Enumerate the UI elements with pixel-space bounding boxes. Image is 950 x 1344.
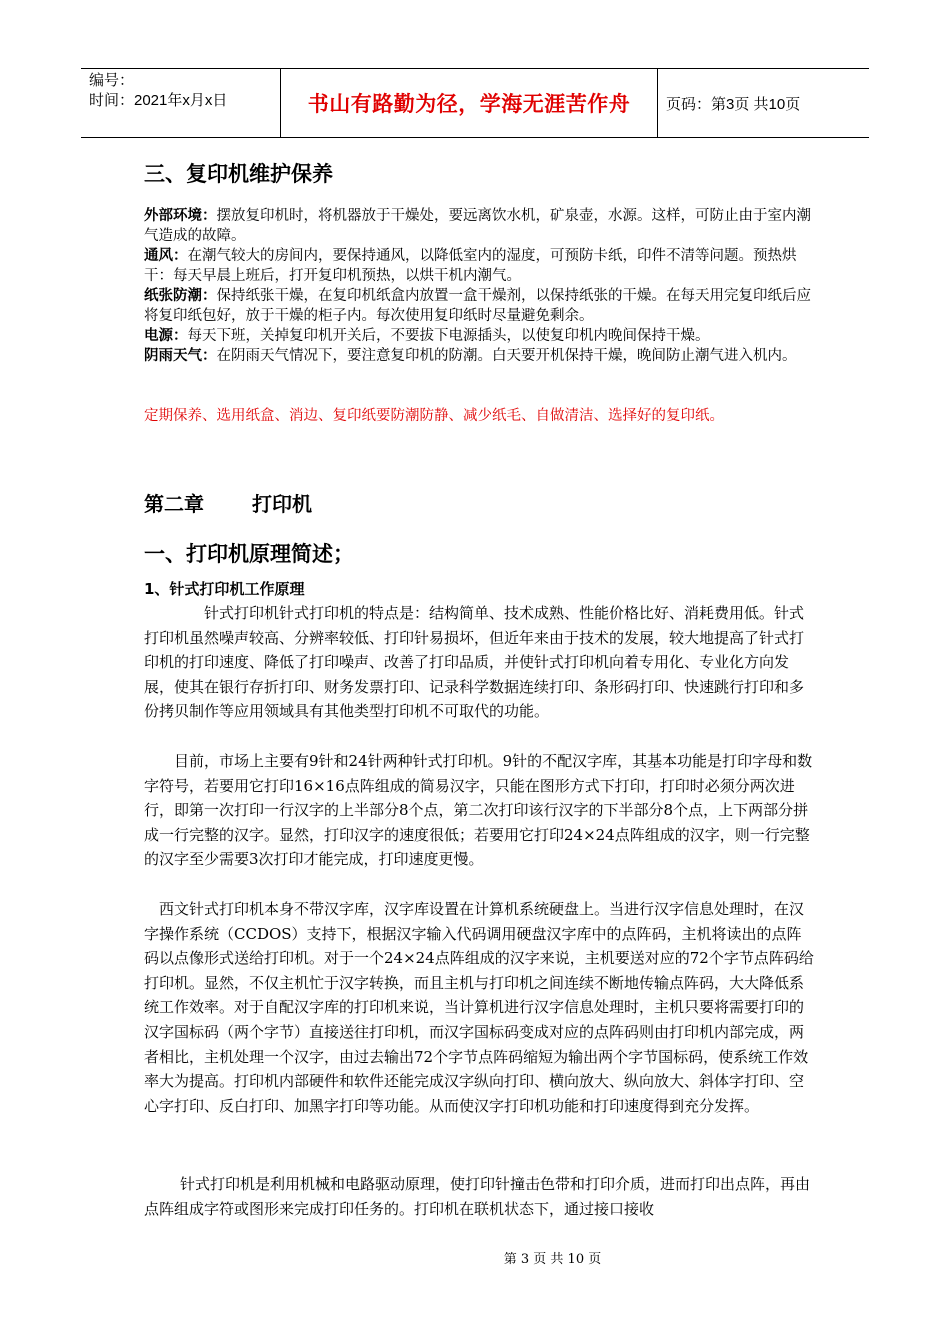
header-page-info: 页码：第3页 共10页 (666, 96, 801, 113)
subsection-title: 1、针式打印机工作原理 (144, 580, 305, 598)
paragraph-text: 西文针式打印机本身不带汉字库，汉字库设置在计算机系统硬盘上。当进行汉字信息处理时，在汉字操作系统（CCDOS）支持下，根据汉字输入代码调用硬盘汉字库中的点阵码，主机将读出的点阵码以点像形式送给打印机。对于一个24×24点阵组成的汉字来说，主机要送对应的72个字节点阵码给打印机。显然，不仅主机忙于汉字转换，而且主机与打印机之间连续不断地传输点阵码，大大降低系统工作效率。对于自配汉字库的打印机来说，当计算机进行汉字信息处理时，主机只要将需要打印的汉字国标码（两个字节）直接送往打印机，而汉字国标码变成对应的点阵码则由打印机内部完成，两者相比，主机处理一个汉字，由过去输出72个字节点阵码缩短为输出两个字节国标码，使系统工作效率大为提高。打印机内部硬件和软件还能完成汉字纵向打印、横向放大、纵向放大、斜体字打印、空心字打印、反白打印、加黑字打印等功能。从而使汉字打印机功能和打印速度得到充分发挥。 (144, 900, 814, 1115)
item-term: 电源： (144, 328, 188, 344)
chapter-heading (144, 488, 312, 517)
page-footer (0, 1248, 950, 1267)
paragraph-text: 针式打印机针式打印机的特点是：结构简单、技术成熟、性能价格比好、消耗费用低。针式打印机虽然噪声较高、分辨率较低、打印针易损坏，但近年来由于技术的发展，较大地提高了针式打印机的打印速度、降低了打印噪声、改善了打印品质，并使针式打印机向着专用化、专业化方向发展，使其在银行存折打印、财务发票打印、记录科学数据连续打印、条形码打印、快速跳行打印和多份拷贝制作等应用领域具有其他类型打印机不可取代的功能。 (144, 604, 805, 721)
paragraph-3 (144, 897, 814, 1118)
maintenance-item (144, 326, 814, 346)
item-text: 保持纸张干燥，在复印机纸盒内放置一盒干燥剂，以保持纸张的干燥。在每天用完复印纸后应将复印纸包好，放于干燥的柜子内。每次使用复印纸时尽量避免剩余。 (144, 288, 811, 324)
maintenance-item (144, 206, 814, 246)
footer-page-number: 第 3 页 共 10 页 (503, 1252, 602, 1267)
paragraph-4 (144, 1172, 814, 1221)
item-text: 在阴雨天气情况下，要注意复印机的防潮。白天要开机保持干燥，晚间防止潮气进入机内。 (216, 348, 797, 364)
maintenance-item (144, 246, 814, 286)
paragraph-text: 针式打印机是利用机械和电路驱动原理，使打印针撞击色带和打印介质，进而打印出点阵，再由点阵组成字符或图形来完成打印任务的。打印机在联机状态下，通过接口接收 (144, 1175, 811, 1218)
item-term: 纸张防潮： (144, 288, 217, 304)
section-title-principle: 一、打印机原理简述； (144, 542, 354, 566)
header-meta (89, 71, 227, 111)
item-term: 通风： (144, 248, 188, 264)
maintenance-item (144, 286, 814, 326)
header-number: 编号： (89, 72, 135, 89)
paragraph-2 (144, 749, 814, 872)
maintenance-item (144, 346, 814, 366)
paragraph-text: 目前，市场上主要有9针和24针两种针式打印机。9针的不配汉字库，其基本功能是打印字母和数字符号，若要用它打印16×16点阵组成的简易汉字，只能在图形方式下打印，打印时必须分两次进行，即第一次打印一行汉字的上半部分8个点，第二次打印该行汉字的下半部分8个点，上下两部分拼成一行完整的汉字。显然，打印汉字的速度很低；若要用它打印24×24点阵组成的汉字，则一行完整的汉字至少需要3次打印才能完成，打印速度更慢。 (144, 752, 813, 869)
maintenance-summary: 定期保养、选用纸盒、消边、复印纸要防潮防静、减少纸毛、自做清洁、选择好的复印纸。 (144, 408, 724, 424)
chapter-number: 第二章 (144, 492, 204, 516)
item-text: 每天下班，关掉复印机开关后，不要拔下电源插头，以使复印机内晚间保持干燥。 (187, 328, 710, 344)
item-text: 摆放复印机时，将机器放于干燥处，要远离饮水机，矿泉壶，水源。这样，可防止由于室内潮气造成的故障。 (144, 208, 811, 244)
item-term: 阴雨天气： (144, 348, 217, 364)
section-title-maintenance: 三、复印机维护保养 (144, 162, 333, 186)
item-text: 在潮气较大的房间内，要保持通风，以降低室内的湿度，可预防卡纸，印件不清等问题。预热烘干：每天早晨上班后，打开复印机预热，以烘干机内潮气。 (144, 248, 797, 284)
item-term: 外部环境： (144, 208, 217, 224)
header-motto: 书山有路勤为径，学海无涯苦作舟 (280, 69, 658, 137)
maintenance-list (144, 206, 814, 366)
header-time: 时间：2021年x月x日 (89, 92, 228, 109)
chapter-title: 打印机 (252, 492, 312, 516)
paragraph-1 (144, 601, 814, 724)
page-header (81, 68, 869, 138)
